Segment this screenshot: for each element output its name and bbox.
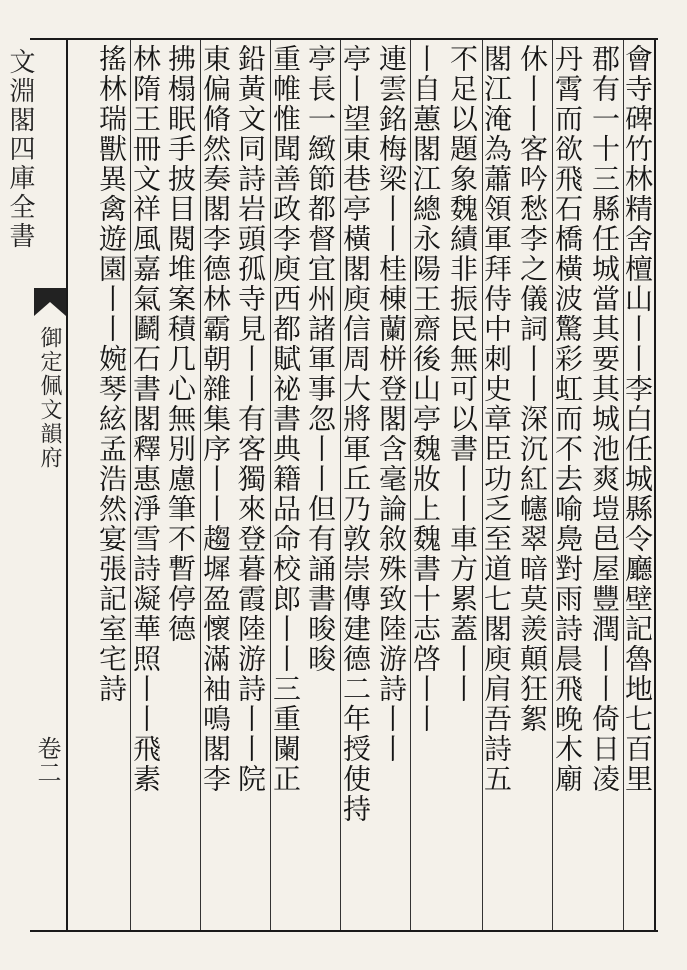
top-border (30, 38, 658, 40)
text-column: 休丨丨客吟愁李之儀詞丨丨深沉紅幰翠暗莫羨顛狂絮 (516, 44, 549, 734)
margin-library-title: 文淵閣四庫全書 (5, 48, 35, 251)
text-column: 丹霄而欲飛石橋橫波驚彩虹而不去喻鳧對雨詩晨飛晚木廟 (551, 44, 584, 794)
fishtail-mark-icon (34, 288, 66, 316)
text-column: 亭丨望東巷亭橫閣庾信周大將軍丘乃敦崇傳建德二年授使持 (339, 44, 372, 824)
text-column: 亭長一緻節都督宜州諸軍事忽丨丨但有誦書晙晙 (304, 44, 337, 674)
text-column: 連雲銘梅梁丨丨桂棟蘭栟登閣含毫論敘殊致陸游詩丨丨 (375, 44, 408, 764)
text-column: 東偏脩然奏閣李德林霸朝雜集序丨丨趨墀盈懷滿袖鳴閣李 (199, 44, 232, 794)
text-column: 拂榻眠手披目閱堆案積几心無別慮筆不暫停德 (164, 44, 197, 644)
text-column: 郡有一十三縣任城當其要其城池爽塏邑屋豐潤丨丨倚日凌 (588, 44, 621, 794)
text-column: 重帷惟聞善政李庾西都賦祕書典籍品命校郎丨丨三重闌正 (269, 44, 302, 794)
text-column: 閣江淹為蕭領軍拜侍中刺史章臣功乏至道七閣庾肩吾詩五 (480, 44, 513, 794)
text-column: 會寺碑竹林精舍檀山丨丨李白任城縣令廳壁記魯地七百里 (621, 44, 654, 794)
page-number: 卷二 (33, 736, 61, 784)
text-column: 林隋王冊文祥風嘉氣鬬石書閣釋惠淨雪詩凝華照丨丨飛素 (129, 44, 162, 794)
text-column: 不足以題象魏績非振民無可以書丨丨車方累蓋丨丨 (446, 44, 479, 704)
bottom-border (30, 930, 658, 932)
text-column: 搖林瑞獸異禽遊園丨丨婉琴絃孟浩然宴張記室宅詩 (95, 44, 128, 704)
spine-border (66, 38, 68, 932)
text-column: 丨自蕙閣江總永陽王齋後山亭魏妝上魏書十志啓丨丨 (409, 44, 442, 734)
text-column: 鉛黃文同詩岩頭孤寺見丨丨有客獨來登暮霞陸游詩丨丨院 (234, 44, 267, 794)
right-border (654, 38, 656, 932)
book-title: 御定佩文韻府 (37, 326, 62, 470)
